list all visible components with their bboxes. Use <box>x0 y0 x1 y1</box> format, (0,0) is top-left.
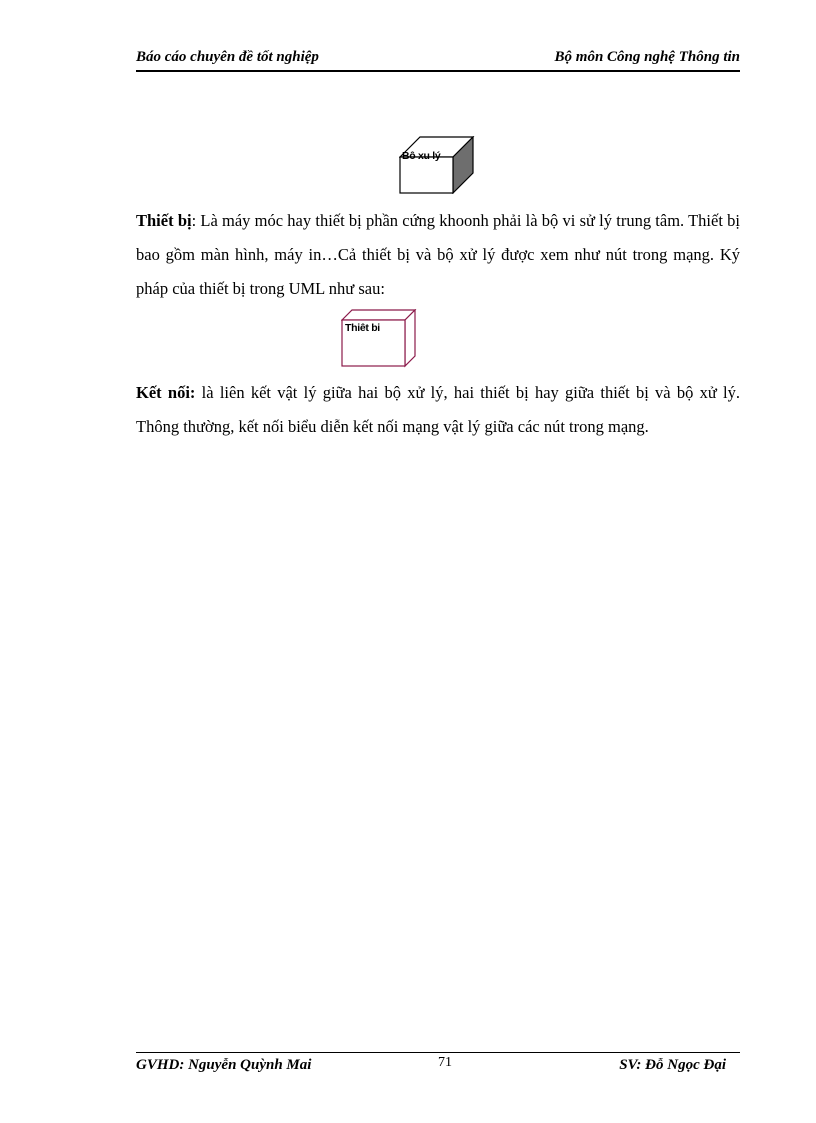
connection-term: Kết nối: <box>136 383 196 402</box>
processor-node-shape <box>399 136 475 194</box>
device-paragraph <box>136 204 740 306</box>
header-department: Bộ môn Công nghệ Thông tin <box>554 49 740 65</box>
device-node-label: Thiêt bi <box>345 322 380 334</box>
footer-supervisor: GVHD: Nguyễn Quỳnh Mai <box>136 1057 312 1073</box>
connection-paragraph <box>136 376 740 444</box>
device-node-shape <box>341 309 417 369</box>
page-number: 71 <box>438 1055 452 1070</box>
processor-node-diagram <box>399 136 475 194</box>
page-footer <box>136 1052 740 1079</box>
footer-student: SV: Đỗ Ngọc Đại <box>619 1057 726 1073</box>
header-report-title: Báo cáo chuyên đề tốt nghiệp <box>136 49 319 65</box>
connection-description: là liên kết vật lý giữa hai bộ xử lý, hai thiết bị hay giữa thiết bị và bộ xử lý. Thông thường, kết nối biểu diễn kết nối mạng vật lý giữa các nút trong mạng. <box>136 383 740 436</box>
processor-node-label: Bô xu lý <box>402 150 441 162</box>
device-node-diagram <box>341 309 417 369</box>
device-term: Thiết bị <box>136 211 192 230</box>
device-description: : Là máy móc hay thiết bị phần cứng khoonh phải là bộ vi sử lý trung tâm. Thiết bị bao gồm màn hình, máy in…Cả thiết bị và bộ xử lý được xem như nút trong mạng. Ký pháp của thiết bị trong UML như sau: <box>136 211 740 298</box>
page-header <box>136 46 740 72</box>
